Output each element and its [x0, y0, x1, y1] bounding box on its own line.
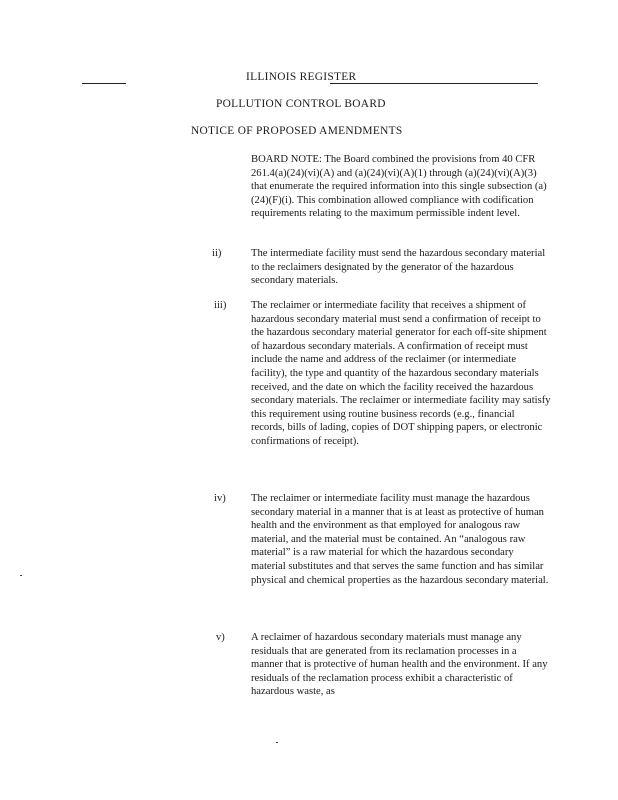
item-text: A reclaimer of hazardous secondary materials must manage any residuals that are generated from its reclamation processes in a manner that is protective of human health and the environment. If any residuals of the reclamation process exhibit a characteristic of hazardous waste, as: [251, 632, 548, 698]
header-rule-left: [82, 83, 126, 84]
item-label: v): [216, 632, 225, 643]
item-text: The reclaimer or intermediate facility that receives a shipment of hazardous secondary material must send a confirmation of receipt to the hazardous secondary material generator for each off-site shipment of hazardous secondary materials. A confirmation of receipt must include the name and address of the reclaimer (or intermediate facility), the type and quantity of the hazardous secondary materials received, and the date on which the facility received the hazardous secondary materials. The reclaimer or intermediate facility may satisfy this requirement using routine business records (e.g., financial records, bills of lading, copies of DOT shipping papers, or electronic confirmations of receipt).: [251, 300, 551, 447]
item-text: The reclaimer or intermediate facility must manage the hazardous secondary material in a manner that is at least as protective of human health and the environment as that employed for analogous raw material, and the material must be contained. An “analogous raw material” is a raw material for which the hazardous secondary material substitutes and that serves the same function and has similar physical and chemical properties as the hazardous secondary material.: [251, 493, 549, 586]
item-text: The intermediate facility must send the hazardous secondary material to the reclaimers designated by the generator of the hazardous secondary materials.: [251, 248, 546, 287]
register-title: ILLINOIS REGISTER: [246, 71, 357, 83]
board-note: BOARD NOTE: The Board combined the provisions from 40 CFR 261.4(a)(24)(vi)(A) and (a)(24)(vi)(A)(1) through (a)(24)(vi)(A)(3) that enumerate the required information into this single subsection (a)(24)(F)(i). This combination allowed compliance with codification requirements relating to the maximum permissible indent level.: [251, 154, 547, 220]
agency-name: POLLUTION CONTROL BOARD: [216, 98, 386, 110]
item-label: ii): [212, 248, 222, 259]
item-label: iii): [214, 300, 227, 311]
scan-speck: [20, 575, 22, 576]
header-rule-right: [330, 83, 538, 84]
item-label: iv): [214, 493, 226, 504]
notice-title: NOTICE OF PROPOSED AMENDMENTS: [191, 125, 403, 137]
scan-speck: [276, 742, 278, 743]
